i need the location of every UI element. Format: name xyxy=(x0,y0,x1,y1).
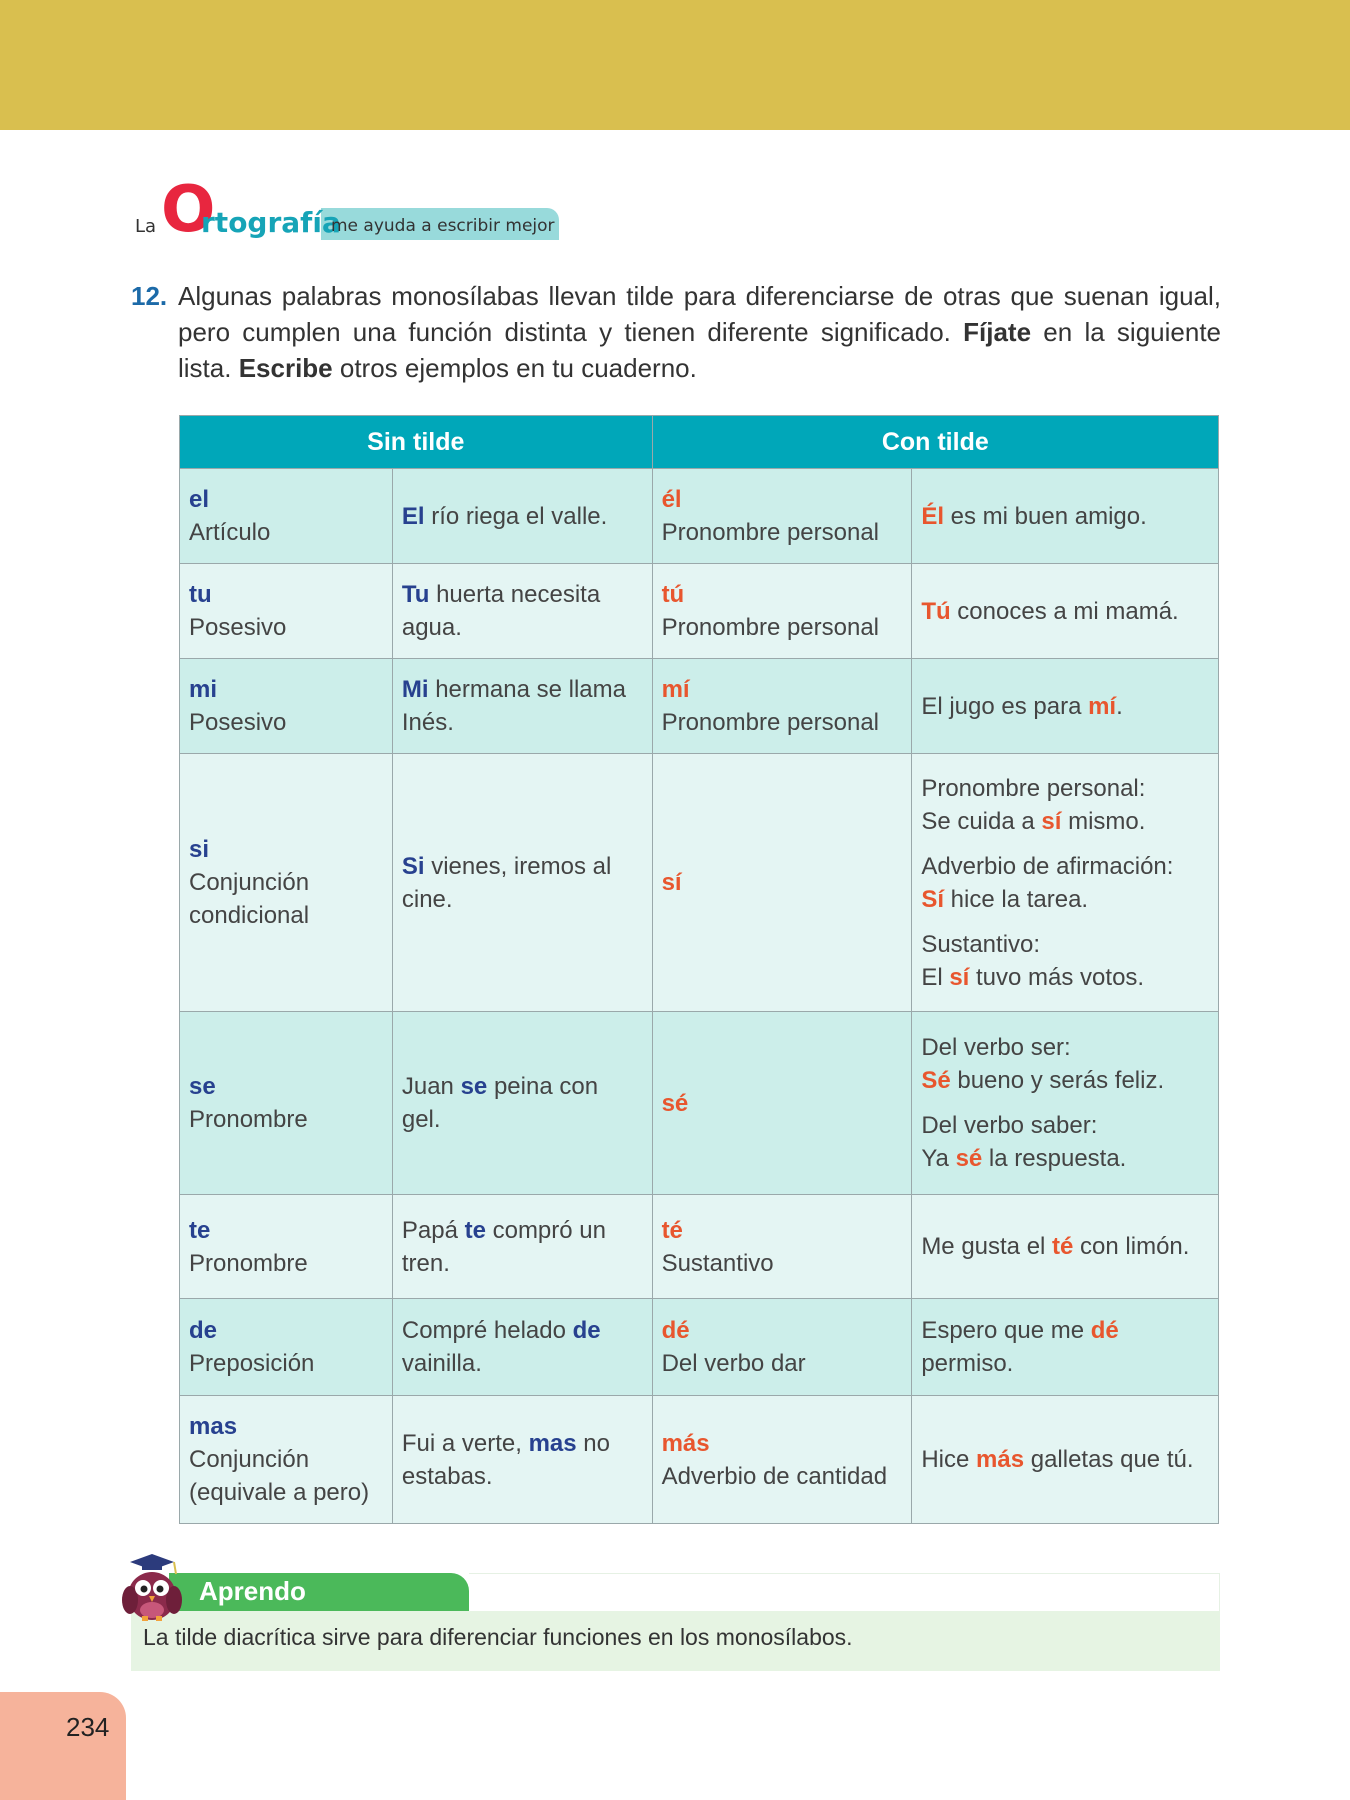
example-text: Fui a verte, xyxy=(401,1429,529,1457)
usage-block xyxy=(921,772,1209,838)
usage-block xyxy=(921,1031,1209,1097)
table-row xyxy=(180,754,1219,1012)
word-type: Pronombre xyxy=(189,1249,308,1277)
table-row xyxy=(180,1299,1219,1396)
word-type: Del verbo dar xyxy=(661,1350,806,1377)
example-cell xyxy=(912,659,1219,754)
example-text: huerta necesita agua. xyxy=(401,581,601,641)
example-word: sí xyxy=(1041,807,1062,835)
page-number: 234 xyxy=(66,1712,110,1742)
example-cell xyxy=(912,1299,1219,1396)
word-sin-tilde: te xyxy=(189,1216,211,1244)
word-type: Conjunción condicional xyxy=(189,869,310,929)
example-word: Sé xyxy=(921,1067,951,1094)
example-text: la respuesta. xyxy=(982,1145,1127,1172)
instruction-text-part: Algunas palabras monosílabas llevan tilde para diferenciarse de otras que suenan igual, pero cumplen una función distinta y tienen diferente significado. xyxy=(178,281,1221,347)
aprendo-tab xyxy=(169,1573,469,1611)
example-word: sí xyxy=(949,963,970,991)
example-text: peina con gel. xyxy=(401,1073,599,1133)
instruction-text xyxy=(131,278,1221,386)
table-header-row xyxy=(180,416,1219,469)
example-word: Tú xyxy=(921,597,951,625)
usage-block xyxy=(921,1109,1209,1175)
table-row xyxy=(180,469,1219,564)
example-text: bueno y serás feliz. xyxy=(950,1067,1165,1094)
example-word: Sí xyxy=(921,885,944,913)
banner-title: rtografía xyxy=(201,206,341,239)
example-text: Se cuida a xyxy=(921,807,1042,835)
word-cell xyxy=(180,1012,393,1195)
example-cell xyxy=(912,1195,1219,1299)
example-cell xyxy=(392,1012,652,1195)
word-type: Pronombre xyxy=(189,1106,308,1133)
example-text: con limón. xyxy=(1073,1233,1190,1260)
word-sin-tilde: si xyxy=(189,836,210,863)
example-word: mí xyxy=(1088,692,1117,720)
example-text: compró un tren. xyxy=(401,1216,606,1277)
word-cell xyxy=(180,1396,393,1524)
word-cell xyxy=(652,1012,912,1195)
example-word: Mi xyxy=(401,676,429,703)
word-cell xyxy=(652,564,912,659)
word-cell xyxy=(652,469,912,564)
word-sin-tilde: de xyxy=(189,1317,218,1344)
word-con-tilde: sé xyxy=(661,1089,689,1117)
word-con-tilde: té xyxy=(661,1216,683,1244)
example-word: más xyxy=(976,1446,1025,1473)
word-type: Conjunción (equivale a pero) xyxy=(189,1446,370,1506)
example-text: hermana se llama Inés. xyxy=(401,676,626,736)
example-word: Él xyxy=(921,502,944,530)
example-text: no estabas. xyxy=(401,1429,610,1490)
top-color-band xyxy=(0,0,1350,130)
word-cell xyxy=(180,469,393,564)
aprendo-box xyxy=(131,1611,1220,1671)
example-text: vainilla. xyxy=(401,1350,482,1377)
banner-la: La xyxy=(135,216,157,237)
example-word: té xyxy=(1052,1233,1074,1260)
example-word: Tu xyxy=(401,581,430,608)
word-con-tilde: mí xyxy=(661,676,690,703)
table-row xyxy=(180,1195,1219,1299)
word-type: Pronombre personal xyxy=(661,614,880,641)
example-word: de xyxy=(572,1317,601,1344)
instruction xyxy=(131,278,1221,386)
example-cell xyxy=(912,1012,1219,1195)
word-cell xyxy=(652,1195,912,1299)
word-cell xyxy=(180,1195,393,1299)
usage-label: Adverbio de afirmación: xyxy=(921,852,1174,880)
example-text: Juan xyxy=(401,1073,461,1100)
example-cell xyxy=(912,564,1219,659)
instruction-bold-escribe: Escribe xyxy=(238,353,333,383)
example-text: El xyxy=(921,963,950,991)
example-word: sé xyxy=(955,1145,983,1172)
page-corner xyxy=(0,1692,126,1800)
table-row xyxy=(180,1012,1219,1195)
example-word: mas xyxy=(528,1429,577,1457)
usage-block xyxy=(921,928,1209,994)
banner-tagline: me ayuda a escribir mejor xyxy=(331,216,555,236)
example-cell xyxy=(392,754,652,1012)
monosyllable-table xyxy=(179,415,1219,1524)
word-type: Artículo xyxy=(189,519,271,546)
example-word: El xyxy=(401,502,425,530)
example-word: dé xyxy=(1090,1317,1119,1344)
usage-block xyxy=(921,850,1209,916)
usage-label: Pronombre personal: xyxy=(921,774,1146,802)
example-text: tuvo más votos. xyxy=(969,963,1145,991)
word-type: Adverbio de cantidad xyxy=(661,1462,888,1490)
example-text: permiso. xyxy=(921,1350,1014,1377)
word-type: Sustantivo xyxy=(661,1249,774,1277)
example-text: Espero que me xyxy=(921,1317,1091,1344)
word-cell xyxy=(652,1396,912,1524)
header-con-tilde: Con tilde xyxy=(652,416,1218,469)
example-cell xyxy=(392,564,652,659)
table-row xyxy=(180,564,1219,659)
word-cell xyxy=(652,659,912,754)
example-word: te xyxy=(464,1216,486,1244)
example-text: es mi buen amigo. xyxy=(944,502,1147,530)
example-word: se xyxy=(460,1073,488,1100)
example-text: Hice xyxy=(921,1446,976,1473)
word-sin-tilde: mi xyxy=(189,676,218,703)
word-cell xyxy=(180,1299,393,1396)
word-cell xyxy=(652,1299,912,1396)
instruction-text-part: en la siguiente lista. xyxy=(178,317,1222,383)
usage-label: Del verbo ser: xyxy=(921,1034,1071,1061)
example-word: Si xyxy=(401,852,425,880)
word-con-tilde: tú xyxy=(661,581,685,608)
word-cell xyxy=(180,564,393,659)
example-text: Ya xyxy=(921,1145,956,1172)
word-type: Preposición xyxy=(189,1350,315,1377)
table-row xyxy=(180,659,1219,754)
usage-label: Del verbo saber: xyxy=(921,1112,1098,1139)
instruction-bold-fijate: Fíjate xyxy=(963,317,1032,347)
example-cell xyxy=(392,1195,652,1299)
example-cell xyxy=(912,754,1219,1012)
instruction-text-part: otros ejemplos en tu cuaderno. xyxy=(332,353,697,383)
example-text: Papá xyxy=(401,1216,465,1244)
table-row xyxy=(180,1396,1219,1524)
word-type: Posesivo xyxy=(189,709,287,736)
word-sin-tilde: el xyxy=(189,486,210,513)
word-con-tilde: más xyxy=(661,1429,710,1457)
aprendo-text: La tilde diacrítica sirve para diferenciar funciones en los monosílabos. xyxy=(143,1624,853,1650)
example-cell xyxy=(392,1299,652,1396)
aprendo-title: Aprendo xyxy=(199,1576,306,1606)
example-cell xyxy=(912,469,1219,564)
example-cell xyxy=(912,1396,1219,1524)
word-sin-tilde: mas xyxy=(189,1413,238,1440)
example-cell xyxy=(392,659,652,754)
example-text: río riega el valle. xyxy=(424,502,608,530)
word-type: Pronombre personal xyxy=(661,709,880,736)
owl-mascot-icon xyxy=(116,1552,188,1622)
example-text: Me gusta el xyxy=(921,1233,1053,1260)
example-text: galletas que tú. xyxy=(1024,1446,1194,1473)
word-type: Pronombre personal xyxy=(661,519,880,546)
example-cell xyxy=(392,1396,652,1524)
example-text: vienes, iremos al cine. xyxy=(401,852,612,913)
example-cell xyxy=(392,469,652,564)
usage-label: Sustantivo: xyxy=(921,930,1041,958)
example-text: El jugo es para xyxy=(921,692,1089,720)
word-cell xyxy=(180,754,393,1012)
word-cell xyxy=(652,754,912,1012)
header-sin-tilde: Sin tilde xyxy=(180,416,653,469)
word-cell xyxy=(180,659,393,754)
section-banner xyxy=(131,173,559,247)
word-sin-tilde: tu xyxy=(189,581,212,608)
example-text: conoces a mi mamá. xyxy=(950,597,1179,625)
word-con-tilde: sí xyxy=(661,869,682,896)
banner-o-letter: O xyxy=(161,173,216,247)
word-con-tilde: él xyxy=(661,486,682,513)
example-text: . xyxy=(1116,692,1123,720)
example-text: hice la tarea. xyxy=(944,885,1089,913)
example-text: Compré helado xyxy=(401,1317,573,1344)
word-sin-tilde: se xyxy=(189,1073,216,1100)
aprendo-box-top xyxy=(469,1573,1220,1611)
instruction-number: 12. xyxy=(131,281,168,311)
word-type: Posesivo xyxy=(189,614,287,641)
word-con-tilde: dé xyxy=(661,1317,690,1344)
example-text: mismo. xyxy=(1061,807,1146,835)
